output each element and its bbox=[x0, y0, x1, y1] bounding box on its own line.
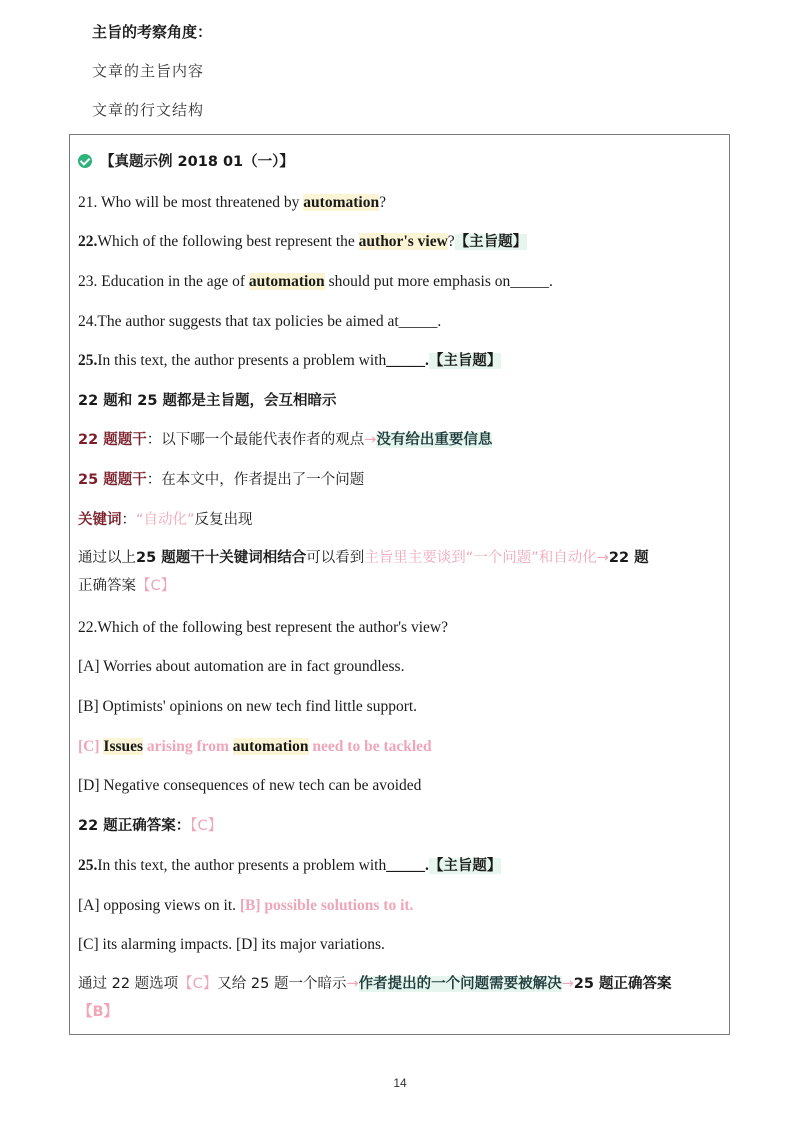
note-q25-stem: 25 题题干：在本文中，作者提出了一个问题 bbox=[78, 472, 365, 488]
question-24: 24.The author suggests that tax policies be aimed at_____. bbox=[78, 313, 442, 330]
option-c-correct: [C] Issues arising from automation need to be tackled bbox=[78, 738, 432, 755]
note-reasoning-22: 通过以上25 题题干十关键词相结合可以看到主旨里主要谈到“一个问题”和自动化→22 题 正确答案【C】 bbox=[78, 550, 649, 594]
intro-heading: 主旨的考察角度： bbox=[92, 23, 213, 41]
question-21: 21. Who will be most threatened by automation? bbox=[78, 194, 386, 211]
example-box bbox=[69, 134, 730, 1035]
note-q22-stem: 22 题题干：以下哪一个最能代表作者的观点→没有给出重要信息 bbox=[78, 432, 493, 448]
question-22-full: 22.Which of the following best represent the author's view? bbox=[78, 619, 448, 636]
option-d: [D] Negative consequences of new tech can be avoided bbox=[78, 777, 422, 794]
answer-22: 22 题正确答案：【C】 bbox=[78, 818, 223, 834]
intro-item: 文章的主旨内容 bbox=[92, 62, 205, 80]
question-25-repeat: 25.In this text, the author presents a problem with_____.【主旨题】 bbox=[78, 857, 502, 874]
question-25: 25.In this text, the author presents a problem with_____.【主旨题】 bbox=[78, 352, 502, 369]
note-keyword: 关键词：“自动化”反复出现 bbox=[78, 512, 253, 528]
question-22: 22.Which of the following best represent the author's view?【主旨题】 bbox=[78, 233, 528, 250]
page-number: 14 bbox=[393, 1076, 407, 1090]
question-23: 23. Education in the age of automation should put more emphasis on_____. bbox=[78, 273, 553, 290]
check-circle-icon bbox=[78, 154, 92, 168]
note-reasoning-25: 通过 22 题选项【C】又给 25 题一个暗示→作者提出的一个问题需要被解决→25 题正确答案 【B】 bbox=[78, 976, 672, 1020]
options-25-cd: [C] its alarming impacts. [D] its major variations. bbox=[78, 936, 385, 953]
option-a: [A] Worries about automation are in fact groundless. bbox=[78, 658, 405, 675]
intro-section bbox=[92, 18, 212, 135]
note-both-main-idea: 22 题和 25 题都是主旨题，会互相暗示 bbox=[78, 393, 337, 409]
intro-item: 文章的行文结构 bbox=[92, 101, 205, 119]
example-header: 【真题示例 2018 01（一）】 bbox=[78, 151, 719, 173]
option-b: [B] Optimists' opinions on new tech find little support. bbox=[78, 698, 418, 715]
options-25-ab: [A] opposing views on it. [B] possible solutions to it. bbox=[78, 897, 414, 914]
